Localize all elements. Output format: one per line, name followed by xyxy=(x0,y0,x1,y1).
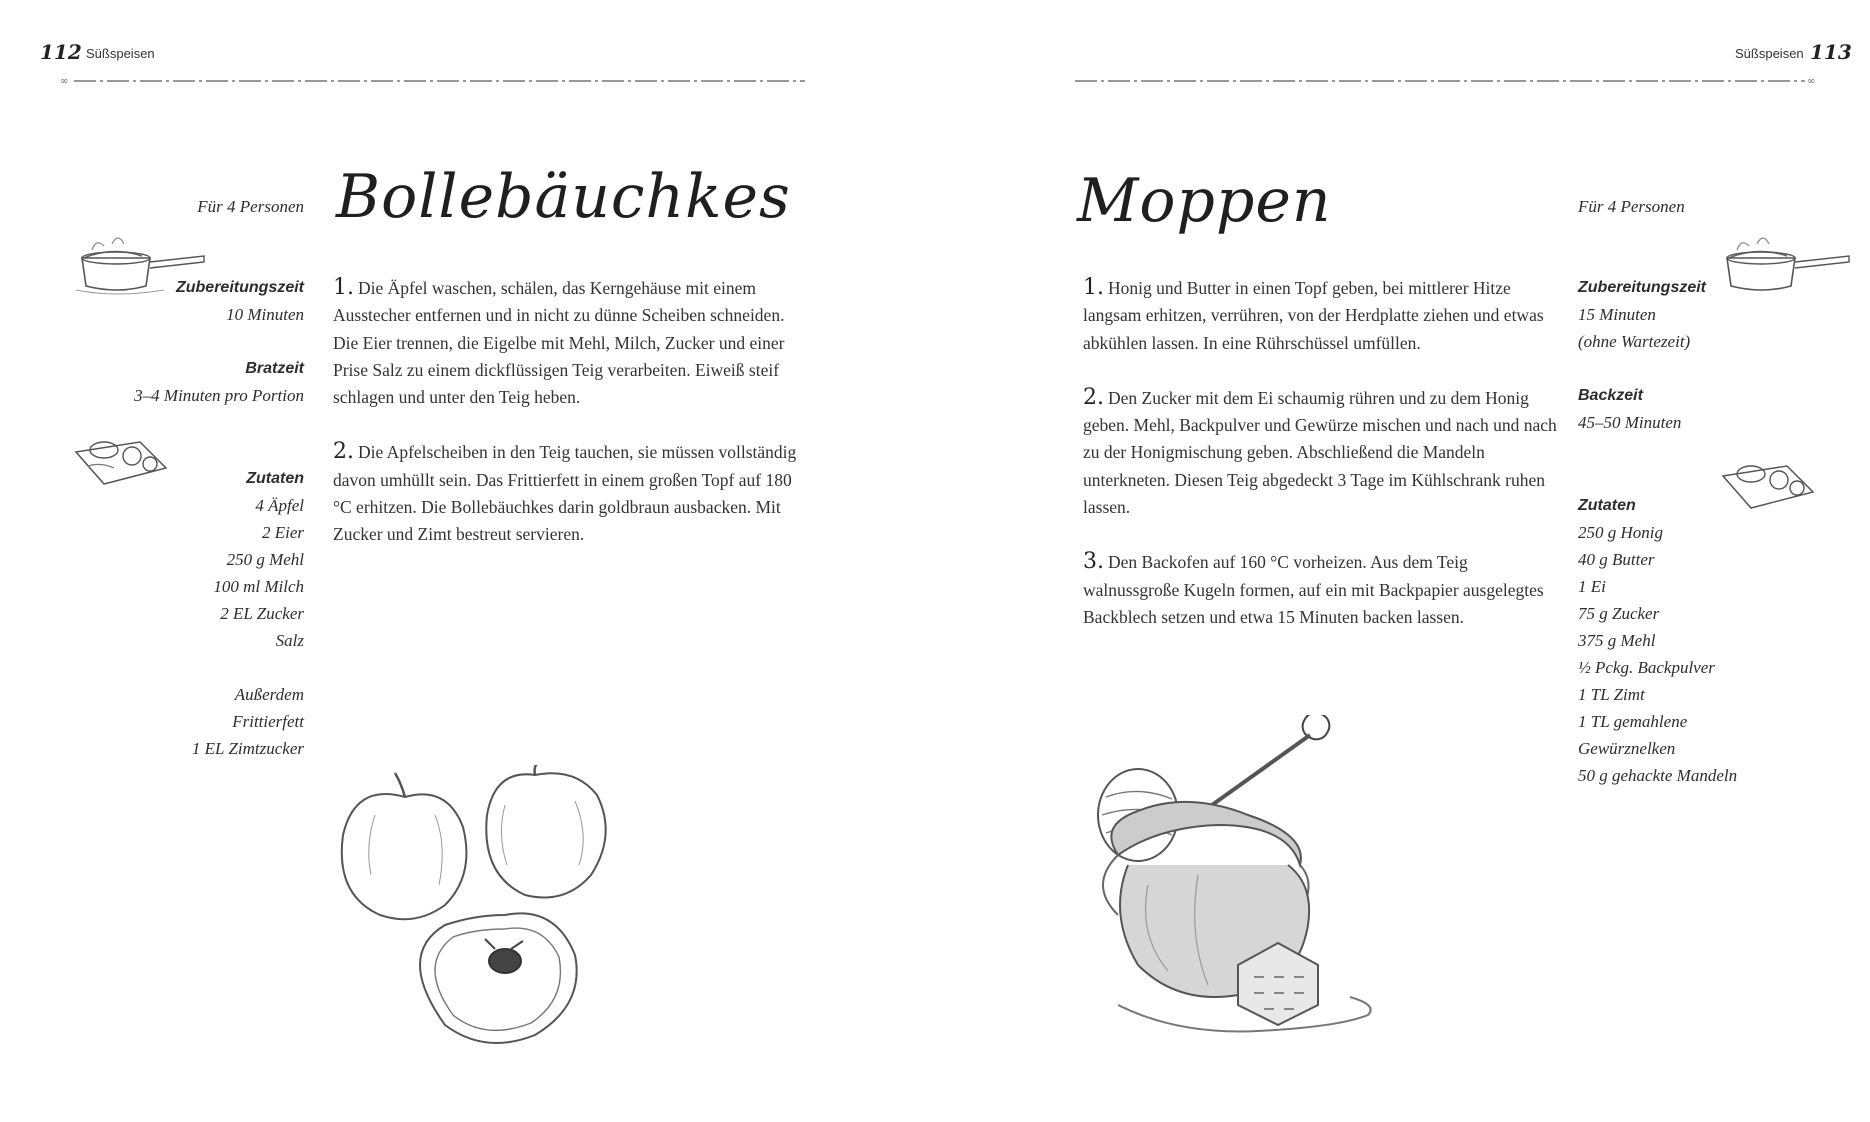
prep-value: 10 Minuten xyxy=(226,305,304,324)
prep-label: Zubereitungszeit xyxy=(175,279,304,296)
right-page xyxy=(935,0,1870,1122)
step: 1. Die Äpfel waschen, schälen, das Kerngehäuse mit einem Ausstecher entfernen und in nicht zu dünne Scheiben schneiden. Die Eier trennen, die Eigelbe mit Mehl, Milch, Zucker und einer Prise Salz zu einem dickflüssigen Teig verarbeiten. Eiweiß steif schlagen und unter den Teig heben. xyxy=(333,275,785,408)
ingredient-item: 250 g Mehl xyxy=(226,550,304,569)
servings xyxy=(60,193,304,220)
recipe-steps xyxy=(1083,274,1558,658)
section-title: Süßspeisen xyxy=(1735,46,1804,61)
step: 1. Honig und Butter in einen Topf geben, bei mittlerer Hitze langsam erhitzen, verrühren, von der Herdplatte ziehen und etwas abkühlen lassen. In eine Rührschüssel umfüllen. xyxy=(1083,275,1544,353)
ornamental-rule xyxy=(1075,74,1820,88)
ingredient-item: 1 TL Zimt xyxy=(1578,685,1645,704)
cook-label: Bratzeit xyxy=(245,360,304,377)
ingredient-item: 100 ml Milch xyxy=(213,577,304,596)
servings-text: Für 4 Personen xyxy=(197,197,304,216)
ingredient-item: Salz xyxy=(275,631,304,650)
ingredient-item: 2 EL Zucker xyxy=(220,604,304,623)
extra-item: Frittierfett xyxy=(232,712,304,731)
servings xyxy=(1578,193,1818,220)
step: 3. Den Backofen auf 160 °C vorheizen. Aus dem Teig walnussgroße Kugeln formen, auf ein mit Backpapier ausgelegtes Backblech setzen und etwa 15 Minuten backen lassen. xyxy=(1083,549,1544,627)
section-title: Süßspeisen xyxy=(86,46,155,61)
prep-time xyxy=(60,274,304,409)
ingredient-item: 4 Äpfel xyxy=(255,496,304,515)
ingredient-item: 375 g Mehl xyxy=(1578,631,1656,650)
extra-label: Außerdem xyxy=(234,685,304,704)
bake-value: 45–50 Minuten xyxy=(1578,413,1682,432)
ingredients-list xyxy=(1578,492,1818,789)
servings-text: Für 4 Personen xyxy=(1578,197,1685,216)
prep-value: 15 Minuten xyxy=(1578,305,1656,324)
recipe-title: Moppen xyxy=(1077,166,1332,236)
ingredients-list xyxy=(60,465,304,762)
recipe-steps xyxy=(333,274,803,576)
ingredients-label: Zutaten xyxy=(1578,497,1636,514)
ingredient-item: 250 g Honig xyxy=(1578,523,1663,542)
ingredient-item: 75 g Zucker xyxy=(1578,604,1660,623)
step: 2. Den Zucker mit dem Ei schaumig rühren und zu dem Honig geben. Mehl, Backpulver und Gewürze mischen und nach und nach zu der Honigmischung geben. Abschließend die Mandeln unterkneten. Diesen Teig abgedeckt 3 Tage im Kühlschrank ruhen lassen. xyxy=(1083,384,1557,518)
ingredient-item: Gewürznelken xyxy=(1578,739,1676,758)
bake-label: Backzeit xyxy=(1578,387,1643,404)
ingredient-item: 1 TL gemahlene xyxy=(1578,712,1688,731)
ingredients-label: Zutaten xyxy=(246,470,304,487)
apples-illustration xyxy=(335,765,645,1065)
ornamental-rule xyxy=(60,74,805,88)
ingredient-item: 40 g Butter xyxy=(1578,550,1655,569)
prep-label: Zubereitungszeit xyxy=(1578,279,1707,296)
ingredient-item: 50 g gehackte Mandeln xyxy=(1578,766,1738,785)
ingredient-item: ½ Pckg. Backpulver xyxy=(1578,658,1715,677)
extra-item: 1 EL Zimtzucker xyxy=(191,739,304,758)
page-number: 112 xyxy=(40,40,82,64)
svg-text:∞: ∞ xyxy=(60,76,69,87)
honey-jar-illustration xyxy=(1078,715,1398,1045)
prep-time xyxy=(1578,274,1818,436)
step: 2. Die Apfelscheiben in den Teig tauchen, sie müssen vollständig davon umhüllt sein. Das Frittierfett in einem großen Topf auf 180 °C erhitzen. Die Bollebäuchkes darin goldbraun ausbacken. Mit Zucker und Zimt bestreut servieren. xyxy=(333,439,797,545)
svg-text:∞: ∞ xyxy=(1807,76,1816,87)
recipe-title: Bollebäuchkes xyxy=(336,162,791,232)
cook-value: 3–4 Minuten pro Portion xyxy=(134,386,304,405)
ingredient-item: 1 Ei xyxy=(1578,577,1606,596)
prep-note: (ohne Wartezeit) xyxy=(1578,332,1691,351)
page-number: 113 xyxy=(1810,40,1852,64)
ingredient-item: 2 Eier xyxy=(261,523,304,542)
